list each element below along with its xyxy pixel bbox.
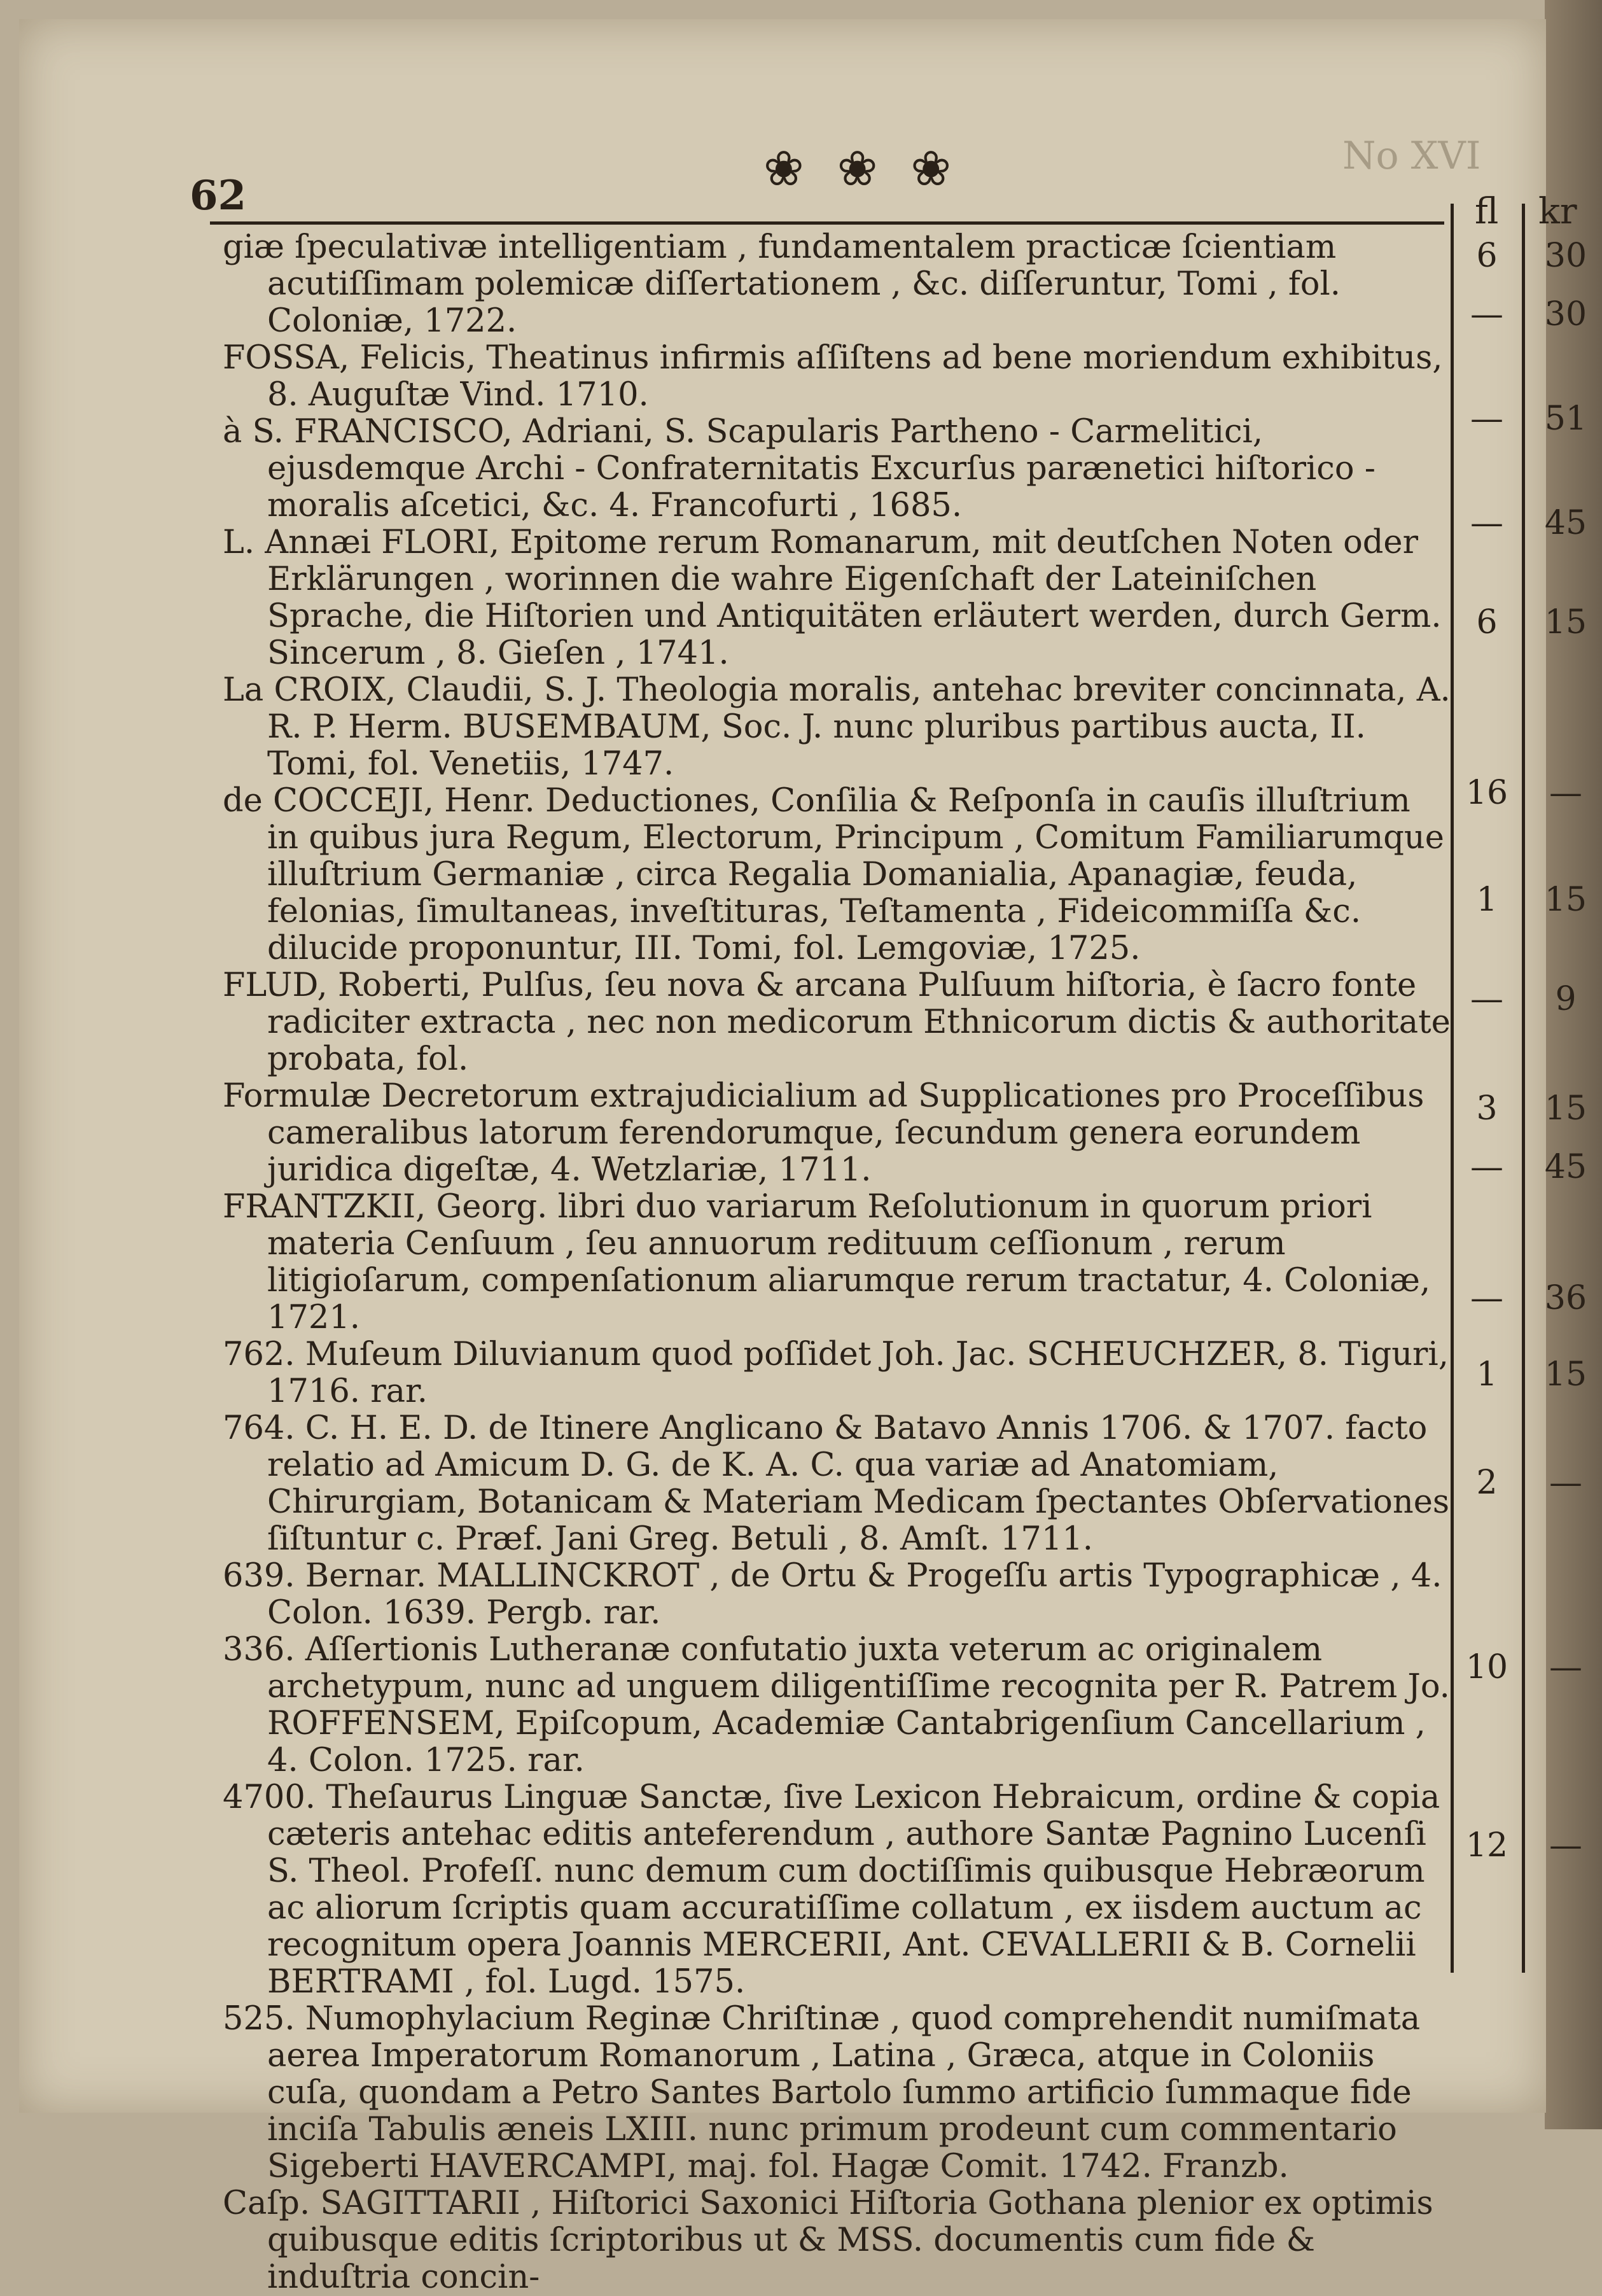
catalog-entry: de COCCEJI, Henr. Deductiones, Conſilia & Reſponſa in cauſis illuſtrium in quibus jura Regum, Electorum, Principum , Comitum Familiarumque illuſtrium Germaniæ , circa Regalia Domanialia, Apanagiæ, feuda, felonias, ſimultaneas, inveſtituras, Teſtamenta , Fideicommiſſa &c. dilucide proponuntur, III. Tomi, fol. Lemgoviæ, 1725.	[223, 782, 1444, 967]
price-florin: —	[1470, 400, 1503, 438]
catalog-entry: FLUD, Roberti, Pulſus, ſeu nova & arcana Pulſuum hiſtoria, è ſacro fonte radiciter extracta , nec non medicorum Ethnicorum dictis & authoritate probata, fol.	[223, 967, 1451, 1078]
price-florin: —	[1470, 295, 1503, 333]
header-rule	[210, 221, 1444, 225]
price-florin: —	[1470, 980, 1503, 1018]
catalog-entry: à S. FRANCISCO, Adriani, S. Scapularis Partheno - Carmelitici, ejusdemque Archi - Confraternitatis Excurſus parænetici hiſtorico - moralis aſcetici, &c. 4. Francofurti , 1685.	[223, 413, 1376, 524]
catalog-entry: Formulæ Decretorum extrajudicialium ad Supplicationes pro Proceſſibus cameralibus latorum ferendorumque, ſecundum genera eorundem juridica digeſtæ, 4. Wetzlariæ, 1711.	[223, 1077, 1424, 1189]
price-florin: 1	[1476, 1355, 1498, 1394]
price-kreuzer: 51	[1544, 400, 1587, 438]
price-florin: 3	[1476, 1089, 1498, 1128]
catalog-page	[19, 19, 1587, 2296]
price-florin: 2	[1476, 1464, 1498, 1502]
price-florin: 12	[1465, 1826, 1508, 1865]
price-kreuzer: 30	[1544, 295, 1587, 333]
bleed-through-heading: No XVI	[1342, 134, 1481, 178]
price-kreuzer: —	[1549, 1648, 1582, 1686]
catalog-entry: giæ ſpeculativæ intelligentiam , fundamentalem practicæ ſcientiam acutiſſimam polemicæ diſſertationem , &c. diſſeruntur, Tomi , fol. Coloniæ, 1722.	[223, 228, 1341, 340]
catalog-entry: La CROIX, Claudii, S. J. Theologia moralis, antehac breviter concinnata, A. R. P. Herm. BUSEMBAUM, Soc. J. nunc pluribus partibus aucta, II. Tomi, fol. Venetiis, 1747.	[223, 671, 1451, 783]
price-column-rule	[1451, 204, 1454, 1973]
catalog-entry: 639. Bernar. MALLINCKROT , de Ortu & Progeſſu artis Typographicæ , 4. Colon. 1639. Pergb. rar.	[223, 1557, 1442, 1632]
catalog-entries	[223, 229, 1451, 2296]
column-header-florin: fl	[1475, 191, 1499, 232]
price-kreuzer: —	[1549, 774, 1582, 812]
catalog-entry: 336. Aſſertionis Lutheranæ confutatio juxta veterum ac originalem archetypum, nunc ad unguem diligentiſſime recognita per R. Patrem Jo. ROFFENSEM, Epiſcopum, Academiæ Cantabrigenſium Cancellarium , 4. Colon. 1725. rar.	[223, 1631, 1450, 1779]
header-ornament	[763, 140, 984, 197]
catalog-entry: 4700. Theſaurus Linguæ Sanctæ, ſive Lexicon Hebraicum, ordine & copia cæteris antehac editis anteferendum , authore Santæ Pagnino Lucenſi S. Theol. Profeſſ. nunc demum cum doctiſſimis quibusque Hebræorum ac aliorum ſcriptis quam accuratiſſime collatum , ex iisdem auctum ac recognitum opera Joannis MERCERII, Ant. CEVALLERII & B. Cornelii BERTRAMI , fol. Lugd. 1575.	[223, 1779, 1440, 2001]
price-florin: 10	[1465, 1648, 1508, 1686]
price-florin: —	[1470, 504, 1503, 542]
price-kreuzer: 15	[1544, 603, 1587, 641]
price-kreuzer: —	[1549, 1826, 1582, 1865]
column-header-kreuzer: kr	[1538, 191, 1577, 232]
price-kreuzer: —	[1549, 1464, 1582, 1502]
price-florin: —	[1470, 1148, 1503, 1186]
flower-ornament-icon: ❀	[837, 140, 911, 197]
price-florin: 1	[1476, 881, 1498, 919]
price-kreuzer: 36	[1544, 1279, 1587, 1317]
price-florin: 6	[1476, 237, 1498, 275]
price-kreuzer: 15	[1544, 1089, 1587, 1128]
flower-ornament-icon: ❀	[763, 140, 837, 197]
price-kreuzer: 9	[1555, 980, 1577, 1018]
catalog-entry: Caſp. SAGITTARII , Hiſtorici Saxonici Hiſtoria Gothana plenior ex optimis quibusque editis ſcriptoribus ut & MSS. documentis cum fide & induſtria concin-	[223, 2185, 1433, 2296]
catalog-entry: L. Annæi FLORI, Epitome rerum Romanarum, mit deutſchen Noten oder Erklärungen , worinnen die wahre Eigenſchaft der Lateiniſchen Sprache, die Hiſtorien und Antiquitäten erläutert werden, durch Germ. Sincerum , 8. Gieſen , 1741.	[223, 524, 1442, 672]
catalog-entry: FRANTZKII, Georg. libri duo variarum Reſolutionum in quorum priori materia Cenſuum , ſeu annuorum redituum ceſſionum , rerum litigioſarum, compenſationum aliarumque rerum tractatur, 4. Coloniæ, 1721.	[223, 1188, 1431, 1336]
catalog-entry: 525. Numophylacium Reginæ Chriſtinæ , quod comprehendit numiſmata aerea Imperatorum Romanorum , Latina , Græca, atque in Coloniis cuſa, quondam a Petro Santes Bartolo ſummo artificio ſummaque fide inciſa Tabulis æneis LXIII. nunc primum prodeunt cum commentario Sigeberti HAVERCAMPI, maj. fol. Hagæ Comit. 1742. Franzb.	[223, 2000, 1421, 2185]
page-number: 62	[190, 172, 247, 220]
catalog-entry: 764. C. H. E. D. de Itinere Anglicano & Batavo Annis 1706. & 1707. facto relatio ad Amicum D. G. de K. A. C. qua variæ ad Anatomiam, Chirurgiam, Botanicam & Materiam Medicam ſpectantes Obſervationes ſiſtuntur c. Præf. Jani Greg. Betuli , 8. Amſt. 1711.	[223, 1410, 1450, 1558]
flower-ornament-icon: ❀	[910, 140, 985, 197]
price-kreuzer: 45	[1544, 1148, 1587, 1186]
price-column-rule	[1522, 204, 1525, 1973]
price-florin: 6	[1476, 603, 1498, 641]
price-kreuzer: 15	[1544, 881, 1587, 919]
price-kreuzer: 30	[1544, 237, 1587, 275]
catalog-entry: FOSSA, Felicis, Theatinus infirmis aſſiſtens ad bene moriendum exhibitus, 8. Auguſtæ Vind. 1710.	[223, 339, 1443, 414]
price-kreuzer: 45	[1544, 504, 1587, 542]
catalog-entry: 762. Muſeum Diluvianum quod poſſidet Joh. Jac. SCHEUCHZER, 8. Tiguri, 1716. rar.	[223, 1336, 1449, 1410]
price-florin: 16	[1465, 774, 1508, 812]
price-kreuzer: 15	[1544, 1355, 1587, 1394]
price-florin: —	[1470, 1279, 1503, 1317]
